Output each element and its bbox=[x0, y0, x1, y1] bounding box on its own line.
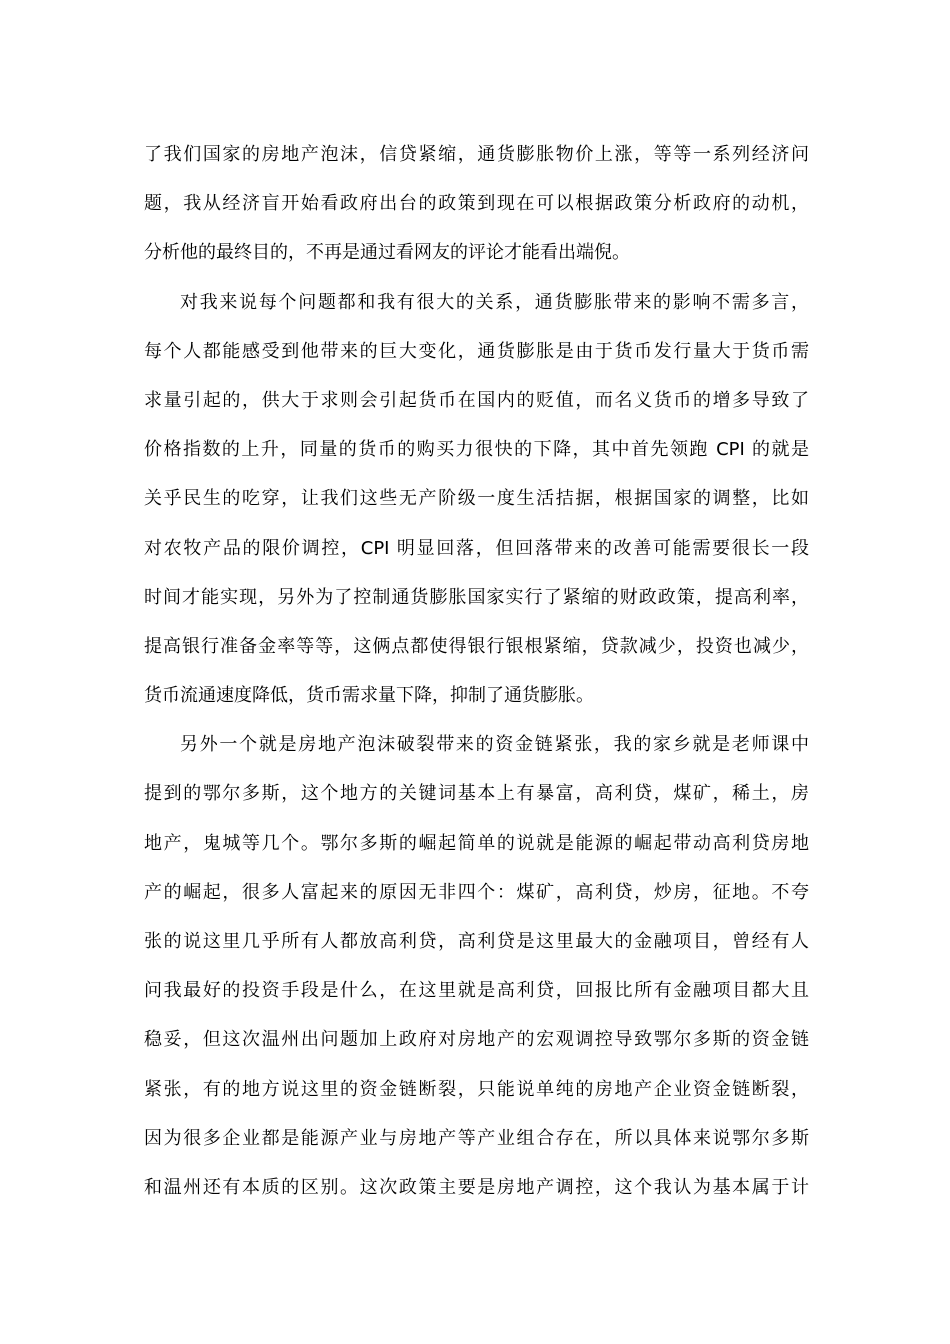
paragraph-first-line: 对我来说每个问题都和我有很大的关系，通货膨胀带来的影响不需多言， bbox=[180, 291, 809, 313]
text-line: 地产，鬼城等几个。鄂尔多斯的崛起简单的说就是能源的崛起带动高利贷房地 bbox=[144, 832, 809, 854]
text-line: 题，我从经济盲开始看政府出台的政策到现在可以根据政策分析政府的动机， bbox=[144, 193, 809, 215]
text-line: 货币流通速度降低，货币需求量下降，抑制了通货膨胀。 bbox=[144, 685, 594, 707]
text-line: 关乎民生的吃穿，让我们这些无产阶级一度生活拮据，根据国家的调整，比如 bbox=[144, 488, 809, 510]
text-line: 因为很多企业都是能源产业与房地产等产业组合存在，所以具体来说鄂尔多斯 bbox=[144, 1127, 809, 1149]
text-line: 时间才能实现，另外为了控制通货膨胀国家实行了紧缩的财政政策，提高利率， bbox=[144, 586, 809, 608]
text-line: 问我最好的投资手段是什么，在这里就是高利贷，回报比所有金融项目都大且 bbox=[144, 980, 809, 1002]
text-line: 了我们国家的房地产泡沫，信贷紧缩，通货膨胀物价上涨，等等一系列经济问 bbox=[144, 144, 809, 165]
body-text bbox=[144, 130, 809, 1212]
text-line: 提高银行准备金率等等，这俩点都使得银行银根紧缩，贷款减少，投资也减少， bbox=[144, 635, 809, 657]
text-line: 产的崛起，很多人富起来的原因无非四个：煤矿，高利贷，炒房，征地。不夸 bbox=[144, 881, 809, 903]
text-line: 和温州还有本质的区别。这次政策主要是房地产调控，这个我认为基本属于计 bbox=[144, 1176, 809, 1198]
text-line: 稳妥，但这次温州出问题加上政府对房地产的宏观调控导致鄂尔多斯的资金链 bbox=[144, 1029, 809, 1051]
text-line: 每个人都能感受到他带来的巨大变化，通货膨胀是由于货币发行量大于货币需 bbox=[144, 340, 809, 362]
text-line: 对农牧产品的限价调控，CPI 明显回落，但回落带来的改善可能需要很长一段 bbox=[144, 537, 809, 559]
text-line: 求量引起的，供大于求则会引起货币在国内的贬值，而名义货币的增多导致了 bbox=[144, 389, 809, 411]
text-line: 提到的鄂尔多斯，这个地方的关键词基本上有暴富，高利贷，煤矿，稀土，房 bbox=[144, 783, 809, 805]
text-line: 张的说这里几乎所有人都放高利贷，高利贷是这里最大的金融项目，曾经有人 bbox=[144, 931, 809, 952]
text-line: 分析他的最终目的，不再是通过看网友的评论才能看出端倪。 bbox=[144, 242, 630, 264]
text-line: 紧张，有的地方说这里的资金链断裂，只能说单纯的房地产企业资金链断裂， bbox=[144, 1078, 809, 1100]
paragraph-first-line: 另外一个就是房地产泡沫破裂带来的资金链紧张，我的家乡就是老师课中 bbox=[180, 734, 809, 756]
text-line: 价格指数的上升，同量的货币的购买力很快的下降，其中首先领跑 CPI 的就是 bbox=[144, 439, 809, 461]
